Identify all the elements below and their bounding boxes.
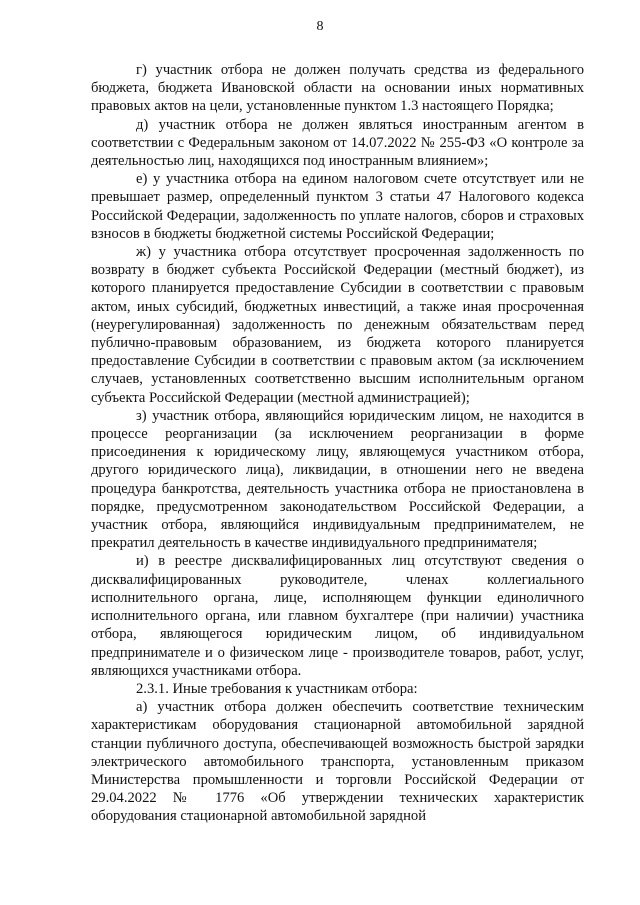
paragraph-e: е) у участника отбора на едином налоговом счете отсутствует или не превышает размер, определенный пунктом 3 статьи 47 Налогового кодекса Российской Федерации, задолженность по уплате налогов, сборов и страховых взносов в бюджеты бюджетной системы Российской Федерации; — [91, 171, 584, 242]
paragraph-a: а) участник отбора должен обеспечить соответствие техническим характеристикам оборудования стационарной автомобильной зарядной станции публичного доступа, обеспечивающей возможность быстрой зарядки электрического автомобильного транспорта, установленным приказом Министерства промышленности и торговли Российской Федерации от 29.04.2022 № 1776 «Об утверждении технических характеристик оборудования стационарной автомобильной зарядной — [91, 699, 584, 825]
document-body — [91, 61, 584, 826]
paragraph-z: з) участник отбора, являющийся юридическим лицом, не находится в процессе реорганизации (за исключением реорганизации в форме присоединения к юридическому лицу, являющемуся участником отбора, другого юридического лица), ликвидации, в отношении него не введена процедура банкротства, деятельность участника отбора не приостановлена в порядке, предусмотренном законодательством Российской Федерации, а участник отбора, являющийся индивидуальным предпринимателем, не прекратил деятельность в качестве индивидуального предпринимателя; — [91, 407, 584, 552]
paragraph-i: и) в реестре дисквалифицированных лиц отсутствуют сведения о дисквалифицированных руководителе, членах коллегиального исполнительного органа, лице, исполняющем функции единоличного исполнительного органа, или главном бухгалтере (при наличии) участника отбора, являющегося юридическим лицом, об индивидуальном предпринимателе и о физическом лице - производителе товаров, работ, услуг, являющихся участниками отбора. — [91, 553, 584, 679]
paragraph-g: г) участник отбора не должен получать средства из федерального бюджета, бюджета Ивановской области на основании иных нормативных правовых актов на цели, установленные пунктом 1.3 настоящего Порядка; — [91, 62, 584, 115]
paragraph-zh: ж) у участника отбора отсутствует просроченная задолженность по возврату в бюджет субъекта Российской Федерации (местный бюджет), из которого планируется предоставление Субсидии в соответствии с правовым актом, иных субсидий, бюджетных инвестиций, а также иная просроченная (неурегулированная) задолженность по денежным обязательствам перед публично-правовым образованием, из бюджета которого планируется предоставление Субсидии в соответствии с правовым актом (за исключением случаев, установленных соответственно высшим исполнительным органом субъекта Российской Федерации (местной администрацией); — [91, 244, 584, 406]
page-number: 8 — [316, 19, 324, 34]
section-heading-2-3-1: 2.3.1. Иные требования к участникам отбора: — [136, 680, 418, 697]
paragraph-d: д) участник отбора не должен являться иностранным агентом в соответствии с Федеральным законом от 14.07.2022 № 255-ФЗ «О контроле за деятельностью лиц, находящихся под иностранным влиянием»; — [91, 116, 584, 170]
